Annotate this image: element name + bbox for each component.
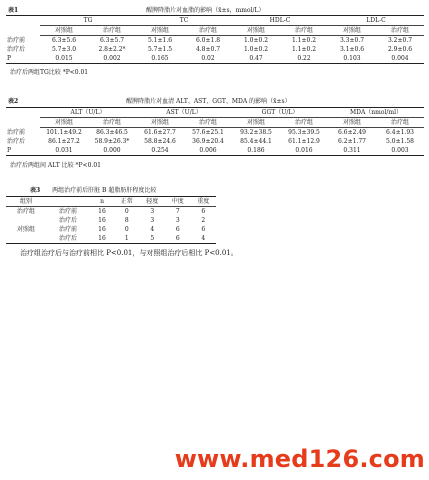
table-row	[6, 216, 216, 225]
table-cell: 6.3±5.6	[51, 37, 77, 44]
sub-header: 治疗组	[88, 26, 136, 36]
table-cell: 36.9±20.4	[192, 138, 224, 145]
row-label: 治疗前	[7, 128, 26, 136]
table-cell: 3.3±0.7	[339, 37, 365, 44]
table-cell: 6.4±1.93	[386, 129, 414, 136]
table-cell: 0.016	[280, 146, 328, 156]
table-cell: 0.22	[280, 54, 328, 64]
table-cell: 0.006	[184, 146, 232, 156]
table-cell: 4	[150, 226, 155, 233]
group-header: AST（U/L）	[136, 108, 232, 118]
table-cell: 7	[175, 208, 180, 215]
table-cell: 86.1±27.2	[48, 138, 80, 145]
table-cell: 2.9±0.6	[387, 46, 413, 53]
watermark-logo: www.med126.com	[174, 445, 425, 473]
table-cell: 16	[90, 234, 114, 244]
table-row	[6, 54, 424, 64]
table2	[6, 107, 424, 156]
row-label: 治疗后	[7, 46, 26, 53]
sub-header: 对照组	[328, 118, 376, 128]
table-cell: 0.004	[376, 54, 424, 64]
table-cell: 6.6±2.49	[338, 129, 366, 136]
table1-label: 表1	[8, 7, 19, 14]
group-cell: 治疗组	[16, 208, 35, 215]
table3-label: 表3	[30, 187, 41, 194]
table-row	[6, 146, 424, 156]
table-cell: 93.2±38.5	[240, 129, 272, 136]
table-cell: 16	[98, 226, 106, 233]
table-cell: 0	[124, 226, 129, 233]
sub-header: 治疗组	[280, 26, 328, 36]
phase-cell: 治疗前	[58, 208, 77, 215]
table-cell: 101.1±49.2	[46, 129, 82, 136]
table-cell: 0.031	[40, 146, 88, 156]
table-cell: 3	[150, 208, 155, 215]
table-cell: 0.165	[136, 54, 184, 64]
table-cell: 57.6±25.1	[192, 129, 224, 136]
row-label: P	[6, 54, 40, 64]
table-cell: 2.8±2.2*	[98, 46, 126, 53]
column-header: 轻度	[140, 197, 166, 207]
table2-label: 表2	[8, 98, 19, 105]
row-label: P	[6, 146, 40, 156]
table-cell: 1.0±0.2	[243, 46, 269, 53]
table-cell: 95.3±39.5	[288, 129, 320, 136]
table-cell: 3.2±0.7	[387, 37, 413, 44]
table-cell: 8	[124, 217, 129, 224]
sub-header: 对照组	[232, 26, 280, 36]
sub-header: 对照组	[328, 26, 376, 36]
group-header: LDL-C	[328, 16, 424, 26]
table2-title: 醒脾降脂片对血清 ALT、AST、GGT、MDA 的影响（x̄±s）	[126, 98, 291, 105]
group-header: MDA（nmol/ml）	[328, 108, 424, 118]
table-cell: 0.002	[88, 54, 136, 64]
table-row	[6, 137, 424, 146]
table-cell: 6	[165, 234, 191, 244]
table3-title: 两组治疗前后肝脏 B 超脂肪肝程度比较	[52, 187, 157, 194]
table-cell: 0	[124, 208, 129, 215]
header-blank	[6, 108, 40, 128]
subheader-row	[6, 118, 424, 128]
table-cell: 1.1±0.2	[291, 37, 317, 44]
table-cell: 16	[98, 217, 106, 224]
table1-title: 醒脾降脂片对血脂的影响（x̄±s，mmol/L）	[146, 7, 265, 14]
group-header: HDL-C	[232, 16, 328, 26]
sub-header: 对照组	[40, 26, 88, 36]
column-header: 重度	[191, 197, 217, 207]
table-cell: 4	[191, 234, 217, 244]
table-cell: 6	[201, 226, 206, 233]
table-cell: 6.3±5.7	[99, 37, 125, 44]
table-cell: 6.0±1.8	[195, 37, 221, 44]
group-header: TG	[40, 16, 136, 26]
table-cell: 6	[201, 208, 206, 215]
table3	[6, 196, 216, 244]
header-row	[6, 16, 424, 26]
column-header: 中度	[165, 197, 191, 207]
row-label: 治疗前	[7, 36, 26, 44]
table-cell: 58.9±26.3*	[94, 138, 130, 145]
phase-cell: 治疗后	[58, 217, 77, 224]
table-cell: 86.3±46.5	[96, 129, 128, 136]
table-row	[6, 128, 424, 138]
sub-header: 对照组	[136, 118, 184, 128]
group-header: ALT（U/L）	[40, 108, 136, 118]
table-cell: 3	[150, 217, 155, 224]
column-header: n	[90, 197, 114, 207]
phase-cell: 治疗后	[46, 234, 90, 244]
sub-header: 治疗组	[376, 118, 424, 128]
table-cell: 5.7±3.0	[51, 46, 77, 53]
header-row	[6, 108, 424, 118]
table-row	[6, 45, 424, 54]
table-cell: 61.1±12.9	[288, 138, 320, 145]
table-cell: 0.47	[232, 54, 280, 64]
table1	[6, 15, 424, 64]
group-cell: 对照组	[16, 226, 35, 233]
table2-note: 治疗后两组间 ALT 比较 *P<0.01	[10, 162, 101, 169]
table3-body	[6, 197, 216, 244]
table-cell: 85.4±44.1	[240, 138, 272, 145]
table2-caption	[8, 96, 291, 105]
table-row	[6, 36, 424, 46]
body-paragraph: 治疗组治疗后与治疗前相比 P<0.01，与对照组治疗后相比 P<0.01。	[20, 249, 238, 257]
table-cell: 0.000	[88, 146, 136, 156]
table-cell: 1.1±0.2	[291, 46, 317, 53]
column-header: 组别	[6, 197, 46, 207]
sub-header: 对照组	[40, 118, 88, 128]
column-header	[46, 197, 90, 207]
table-cell: 5.1±1.6	[147, 37, 173, 44]
sub-header: 治疗组	[88, 118, 136, 128]
table-cell: 2	[201, 217, 206, 224]
table1-note: 治疗后两组TG比较 *P<0.01	[10, 69, 89, 76]
group-header: TC	[136, 16, 232, 26]
subheader-row	[6, 26, 424, 36]
table-cell: 0.02	[184, 54, 232, 64]
table-cell: 1.0±0.2	[243, 37, 269, 44]
table-cell: 58.8±24.6	[144, 138, 176, 145]
table1-body	[6, 16, 424, 64]
table-row	[6, 207, 216, 217]
sub-header: 对照组	[232, 118, 280, 128]
table-cell: 4.8±0.7	[195, 46, 221, 53]
table-cell: 16	[98, 208, 106, 215]
table2-body	[6, 108, 424, 156]
table-cell: 3	[175, 217, 180, 224]
table-cell: 6.2±1.77	[338, 138, 366, 145]
table-cell: 5.7±1.5	[147, 46, 173, 53]
row-label: 治疗后	[7, 138, 26, 145]
table3-caption	[30, 185, 156, 194]
table-row	[6, 234, 216, 244]
table-cell: 1	[114, 234, 140, 244]
sub-header: 对照组	[136, 26, 184, 36]
table-cell: 0.254	[136, 146, 184, 156]
table-cell: 0.015	[40, 54, 88, 64]
table1-caption	[8, 5, 265, 14]
column-header: 正常	[114, 197, 140, 207]
table-cell: 61.6±27.7	[144, 129, 176, 136]
table-cell: 5.0±1.58	[386, 138, 414, 145]
sub-header: 治疗组	[280, 118, 328, 128]
sub-header: 治疗组	[184, 118, 232, 128]
group-cell	[6, 216, 46, 225]
table-cell: 0.103	[328, 54, 376, 64]
header-blank	[6, 16, 40, 36]
sub-header: 治疗组	[184, 26, 232, 36]
table-cell: 3.1±0.6	[339, 46, 365, 53]
sub-header: 治疗组	[376, 26, 424, 36]
table-cell: 0.003	[376, 146, 424, 156]
header-row	[6, 197, 216, 207]
table-cell: 5	[140, 234, 166, 244]
table-cell: 0.186	[232, 146, 280, 156]
table-row	[6, 225, 216, 234]
table-cell: 6	[175, 226, 180, 233]
group-header: GGT（U/L）	[232, 108, 328, 118]
table-cell: 0.311	[328, 146, 376, 156]
phase-cell: 治疗前	[58, 226, 77, 233]
group-cell	[6, 234, 46, 244]
